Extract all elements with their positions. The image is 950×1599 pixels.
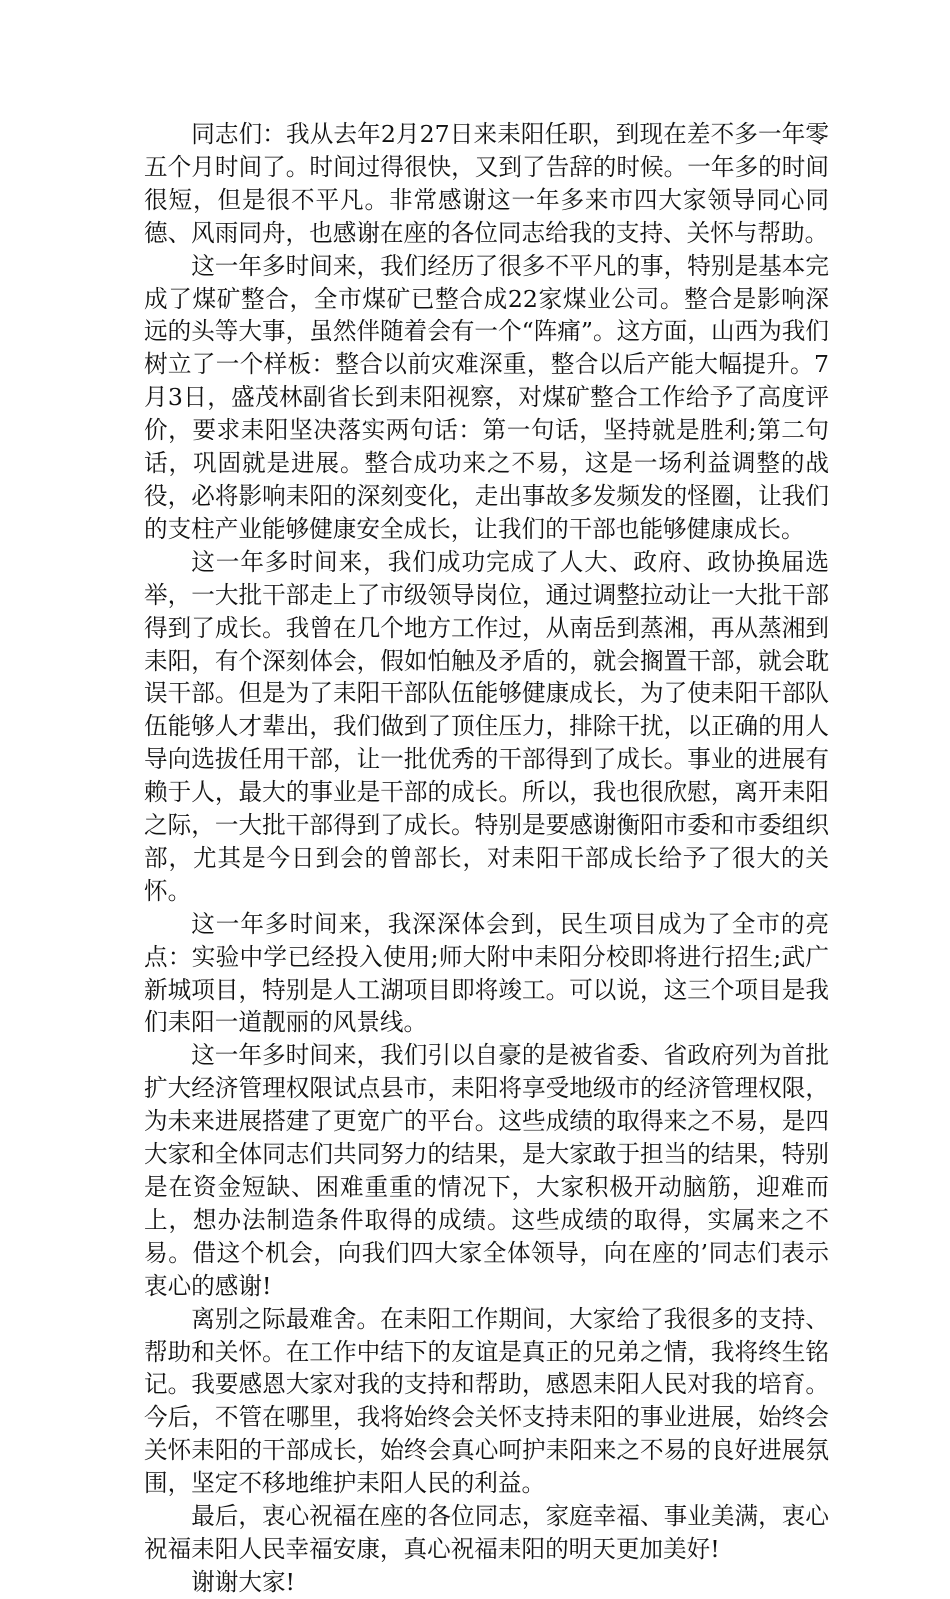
paragraph-thanks: 谢谢大家! — [191, 1567, 296, 1596]
paragraph-cadre-growth: 这一年多时间来，我们成功完成了人大、政府、政协换届选举，一大批干部走上了市级领导岗位，通过调整拉动让一大批干部得到了成长。我曾在几个地方工作过，从南岳到蒸湘，再从蒸湘到耒阳，有个深刻体会，假如怕触及矛盾的，就会搁置干部，就会耽误干部。但是为了耒阳干部队伍能够健康成长，为了使耒阳干部队伍能够人才辈出，我们做到了顶住压力，排除干扰，以正确的用人导向选拔任用干部，让一批优秀的干部得到了成长。事业的进展有赖于人，最大的事业是干部的成长。所以，我也很欣慰，离开耒阳之际，一大批干部得到了成长。特别是要感谢衡阳市委和市委组织部，尤其是今日到会的曾部长，对耒阳干部成长给予了很大的关怀。 — [144, 547, 829, 905]
paragraph-opening: 同志们：我从去年2月27日来耒阳任职，到现在差不多一年零五个月时间了。时间过得很快，又到了告辞的时候。一年多的时间很短，但是很不平凡。非常感谢这一年多来市四大家领导同心同德、风雨同舟，也感谢在座的各位同志给我的支持、关怀与帮助。 — [144, 120, 829, 247]
paragraph-economic-authority: 这一年多时间来，我们引以自豪的是被省委、省政府列为首批扩大经济管理权限试点县市，耒阳将享受地级市的经济管理权限，为未来进展搭建了更宽广的平台。这些成绩的取得来之不易，是四大家和全体同志们共同努力的结果，是大家敢于担当的结果，特别是在资金短缺、困难重重的情况下，大家积极开动脑筋，迎难而上，想办法制造条件取得的成绩。这些成绩的取得，实属来之不易。借这个机会，向我们四大家全体领导，向在座的’同志们表示衷心的感谢! — [144, 1041, 829, 1300]
paragraph-blessing: 最后，衷心祝福在座的各位同志，家庭幸福、事业美满，衷心祝福耒阳人民幸福安康，真心祝福耒阳的明天更加美好! — [144, 1502, 829, 1563]
paragraph-livelihood-projects: 这一年多时间来，我深深体会到，民生项目成为了全市的亮点：实验中学已经投入使用;师大附中耒阳分校即将进行招生;武广新城项目，特别是人工湖项目即将竣工。可以说，这三个项目是我们耒阳一道靓丽的风景线。 — [144, 909, 829, 1037]
speech-body — [144, 118, 829, 1599]
paragraph-farewell: 离别之际最难舍。在耒阳工作期间，大家给了我很多的支持、帮助和关怀。在工作中结下的友谊是真正的兄弟之情，我将终生铭记。我要感恩大家对我的支持和帮助，感恩耒阳人民对我的培育。今后，不管在哪里，我将始终会关怀支持耒阳的事业进展，始终会关怀耒阳的干部成长，始终会真心呵护耒阳来之不易的良好进展氛围，坚定不移地维护耒阳人民的利益。 — [144, 1304, 829, 1498]
paragraph-coal-integration: 这一年多时间来，我们经历了很多不平凡的事，特别是基本完成了煤矿整合，全市煤矿已整合成22家煤业公司。整合是影响深远的头等大事，虽然伴随着会有一个“阵痛”。这方面，山西为我们树立了一个样板：整合以前灾难深重，整合以后产能大幅提升。7月3日，盛茂林副省长到耒阳视察，对煤矿整合工作给予了高度评价，要求耒阳坚决落实两句话：第一句话，坚持就是胜利;第二句话，巩固就是进展。整合成功来之不易，这是一场利益调整的战役，必将影响耒阳的深刻变化，走出事故多发频发的怪圈，让我们的支柱产业能够健康安全成长，让我们的干部也能够健康成长。 — [144, 251, 829, 543]
